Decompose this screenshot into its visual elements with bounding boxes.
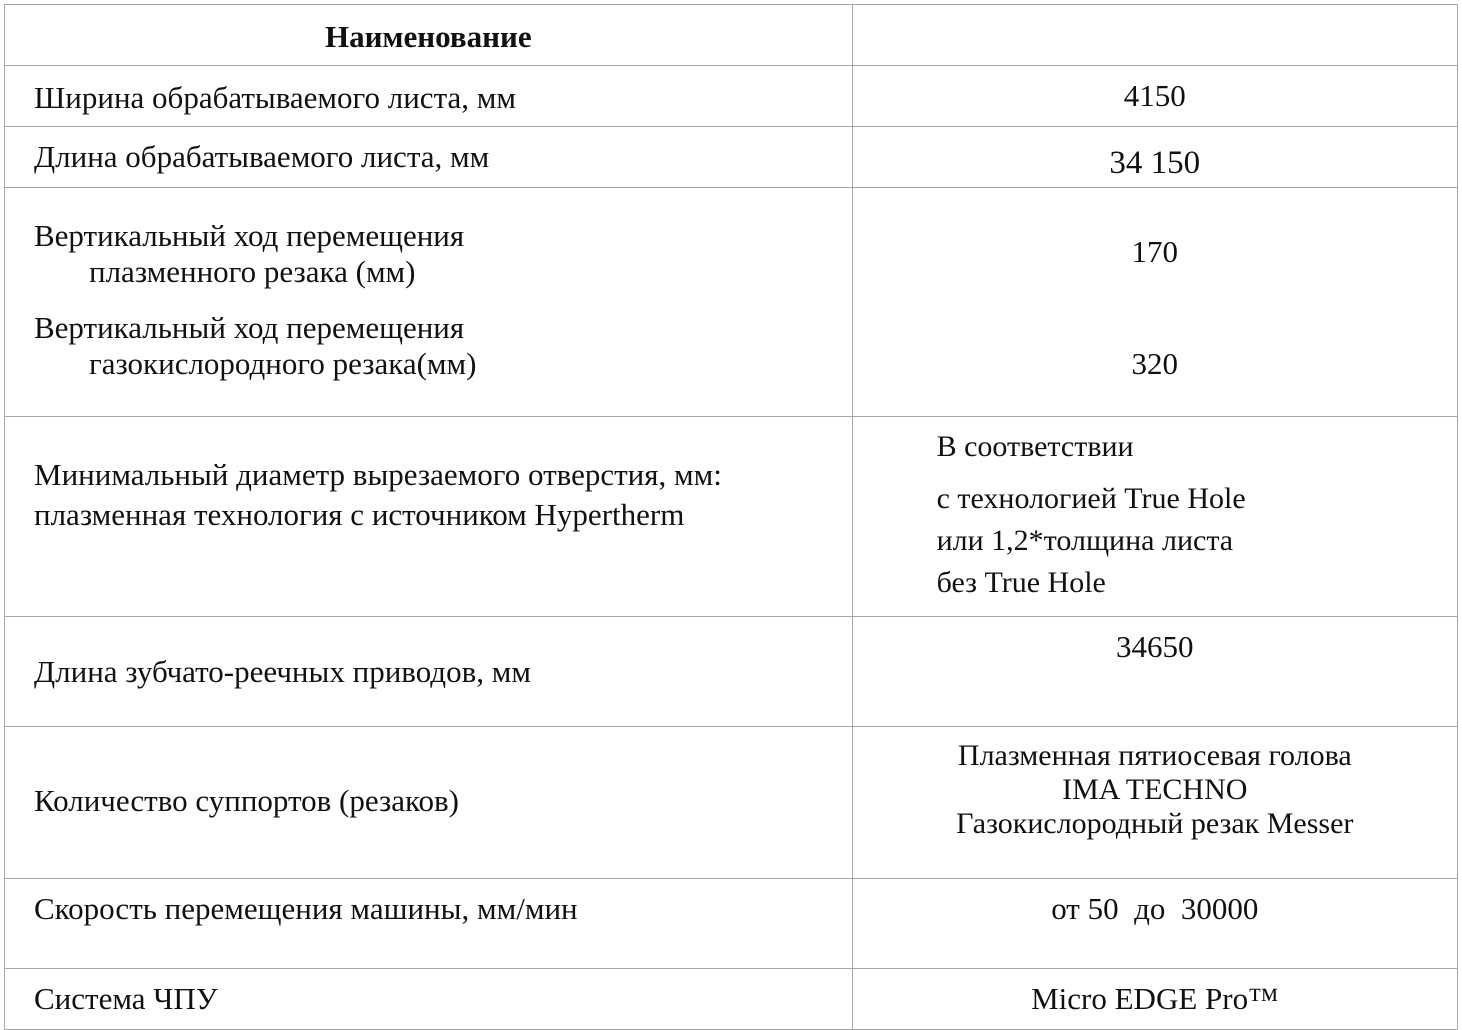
table-row [5, 617, 1458, 727]
table-row [5, 127, 1458, 188]
table-row [5, 879, 1458, 969]
row-value-plasma-travel: 170 [1131, 234, 1179, 269]
table-header-row [5, 5, 1458, 66]
header-value-label [853, 5, 1457, 19]
row-label-rack-length: Длина зубчато-реечных приводов, мм [34, 654, 531, 689]
row-value-carriages-3: Газокислородный резак Messer [956, 807, 1354, 840]
header-name-label: Наименование [324, 19, 532, 54]
row-value-carriages-1: Плазменная пятиосевая голова [957, 739, 1352, 772]
row-value-travel-speed: от 50 до 30000 [1051, 891, 1259, 926]
row-value-sheet-length: 34 150 [1109, 145, 1201, 181]
row-label-plasma-travel-1: Вертикальный ход перемещения [34, 218, 465, 253]
row-label-cnc: Система ЧПУ [34, 981, 218, 1016]
row-label-sheet-length: Длина обрабатываемого листа, мм [34, 139, 490, 174]
row-value-oxy-travel: 320 [1131, 346, 1179, 381]
table-row [5, 66, 1458, 127]
row-value-min-hole-4: без True Hole [936, 566, 1106, 599]
row-value-min-hole-1: В соответствии [936, 430, 1134, 463]
row-label-carriages: Количество суппортов (резаков) [34, 783, 459, 818]
row-label-oxy-travel-2: газокислородного резака(мм) [89, 346, 477, 381]
row-value-min-hole-3: или 1,2*толщина листа [936, 524, 1234, 557]
row-value-cnc: Micro EDGE Pro™ [1031, 981, 1279, 1016]
header-value-cell [852, 5, 1457, 66]
row-label-min-hole-1: Минимальный диаметр вырезаемого отверстия, мм: [34, 457, 722, 492]
row-value-carriages-2: IMA TECHNO [1062, 773, 1248, 806]
table-row [5, 727, 1458, 879]
row-value-rack-length: 34650 [1116, 629, 1194, 664]
header-name-cell [5, 5, 853, 66]
specs-table [4, 4, 1458, 1030]
row-label-plasma-travel-2: плазменного резака (мм) [89, 254, 416, 289]
table-row [5, 417, 1458, 617]
row-value-sheet-width: 4150 [1123, 78, 1186, 113]
table-row [5, 969, 1458, 1030]
row-label-travel-speed: Скорость перемещения машины, мм/мин [34, 891, 578, 926]
row-label-sheet-width: Ширина обрабатываемого листа, мм [34, 80, 516, 115]
row-label-min-hole-2: плазменная технология с источником Hypertherm [34, 497, 685, 532]
row-value-min-hole-2: с технологией True Hole [936, 482, 1246, 515]
table-row [5, 188, 1458, 417]
row-label-oxy-travel-1: Вертикальный ход перемещения [34, 310, 465, 345]
